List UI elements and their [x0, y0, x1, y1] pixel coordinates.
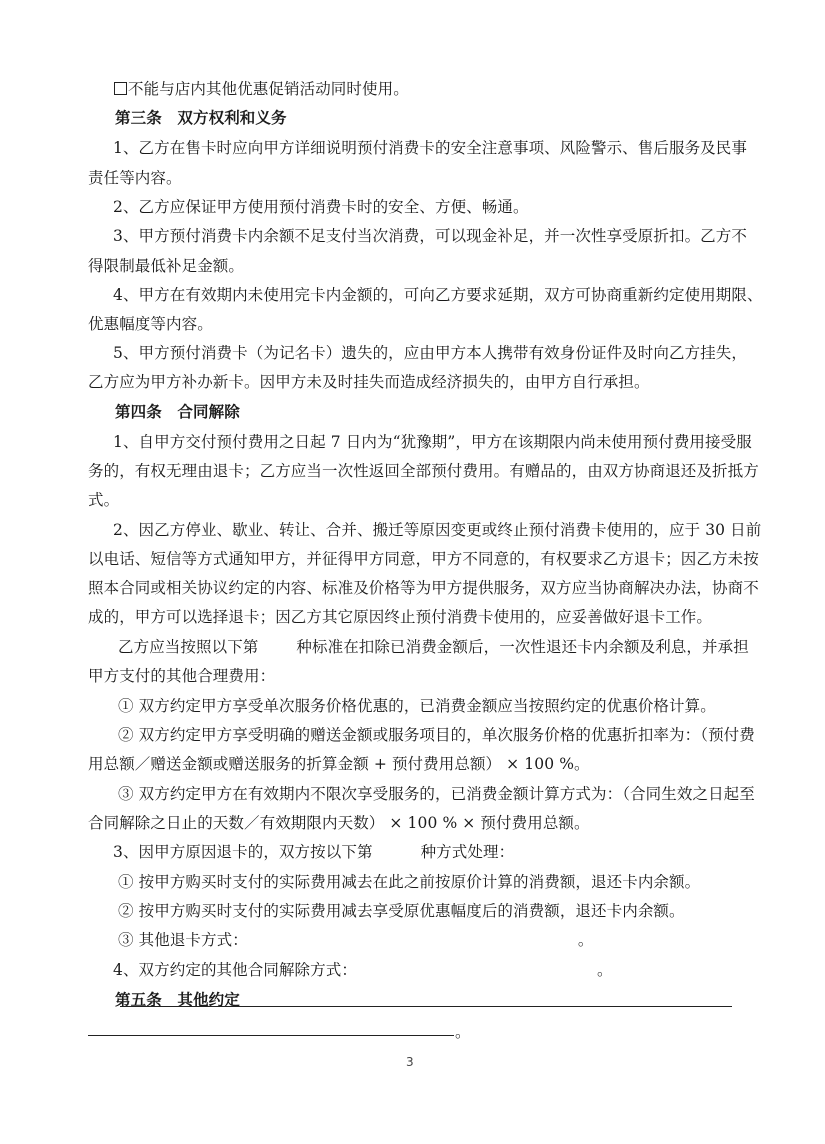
paragraph-line: 甲方支付的其他合理费用： — [88, 667, 276, 685]
clause-no-combine — [114, 79, 759, 99]
option-line: ② 按甲方购买时支付的实际费用减去享受原优惠幅度后的消费额，退还卡内余额。 — [118, 902, 685, 920]
option-line: ① 双方约定甲方享受单次服务价格优惠的，已消费金额应当按照约定的优惠价格计算。 — [118, 697, 716, 715]
paragraph-line: 优惠幅度等内容。 — [88, 315, 213, 333]
clause-text: 不能与店内其他优惠促销活动同时使用。 — [128, 80, 409, 98]
end-period: 。 — [455, 1023, 471, 1041]
paragraph-line: 责任等内容。 — [88, 169, 182, 187]
other-refund-line: ③ 其他退卡方式： 。 — [118, 931, 594, 949]
paragraph-line: 4、甲方在有效期内未使用完卡内金额的，可向乙方要求延期，双方可协商重新约定使用期限、 — [113, 286, 763, 304]
paragraph-line: 1、自甲方交付预付费用之日起 7 日内为“犹豫期”，甲方在该期限内尚未使用预付费用接受服 — [113, 433, 752, 451]
refund-standard-line: 乙方应当按照以下第 种标准在扣除已消费金额后，一次性退还卡内余额及利息，并承担 — [118, 638, 749, 656]
paragraph-line: 成的，甲方可以选择退卡；因乙方其它原因终止预付消费卡使用的，应妥善做好退卡工作。 — [88, 608, 713, 626]
option-line: ③ 双方约定甲方在有效期内不限次享受服务的，已消费金额计算方式为：（合同生效之日起至 — [118, 785, 755, 803]
page-number: 3 — [406, 1055, 414, 1069]
paragraph-line: 2、乙方应保证甲方使用预付消费卡时的安全、方便、畅通。 — [113, 198, 529, 216]
paragraph-line: 照本合同或相关协议约定的内容、标准及价格等为甲方提供服务，双方应当协商解决办法，协商不 — [88, 579, 759, 597]
paragraph-line: 3、甲方预付消费卡内余额不足支付当次消费，可以现金补足，并一次性享受原折扣。乙方不 — [113, 227, 747, 245]
fill-in-rule[interactable] — [88, 1035, 454, 1036]
section-heading-article-4: 第四条 合同解除 — [115, 402, 240, 421]
paragraph-line: 乙方应为甲方补办新卡。因甲方未及时挂失而造成经济损失的，由甲方自行承担。 — [88, 373, 650, 391]
paragraph-line: 务的，有权无理由退卡；乙方应当一次性返回全部预付费用。有赠品的，由双方协商退还及折抵方 — [88, 462, 759, 480]
section-heading-article-3: 第三条 双方权利和义务 — [115, 108, 287, 127]
paragraph-line: 1、乙方在售卡时应向甲方详细说明预付消费卡的安全注意事项、风险警示、售后服务及民事 — [113, 139, 747, 157]
paragraph-line: 式。 — [88, 491, 120, 509]
section-heading-article-5: 第五条 其他约定 — [115, 990, 240, 1009]
paragraph-line: 用总额／赠送金额或赠送服务的折算金额 + 预付费用总额） × 100 %。 — [88, 755, 590, 773]
option-line: ② 双方约定甲方享受明确的赠送金额或服务项目的，单次服务价格的优惠折扣率为：（预付费 — [118, 726, 755, 744]
other-termination-line: 4、双方约定的其他合同解除方式： 。 — [113, 961, 613, 979]
paragraph-line: 得限制最低补足金额。 — [88, 257, 245, 275]
paragraph-line: 以电话、短信等方式通知甲方，并征得甲方同意，甲方不同意的，有权要求乙方退卡；因乙方未按 — [88, 550, 759, 568]
checkbox-icon[interactable] — [114, 82, 127, 95]
fill-in-rule[interactable] — [120, 1006, 732, 1007]
paragraph-line: 2、因乙方停业、歇业、转让、合并、搬迁等原因变更或终止预付消费卡使用的，应于 30 日前 — [113, 521, 762, 539]
refund-method-line: 3、因甲方原因退卡的，双方按以下第 种方式处理： — [113, 843, 515, 861]
paragraph-line: 5、甲方预付消费卡（为记名卡）遗失的，应由甲方本人携带有效身份证件及时向乙方挂失， — [113, 344, 747, 362]
option-line: ① 按甲方购买时支付的实际费用减去在此之前按原价计算的消费额，退还卡内余额。 — [118, 873, 701, 891]
paragraph-line: 合同解除之日止的天数／有效期限内天数） × 100 % × 预付费用总额。 — [88, 814, 590, 832]
